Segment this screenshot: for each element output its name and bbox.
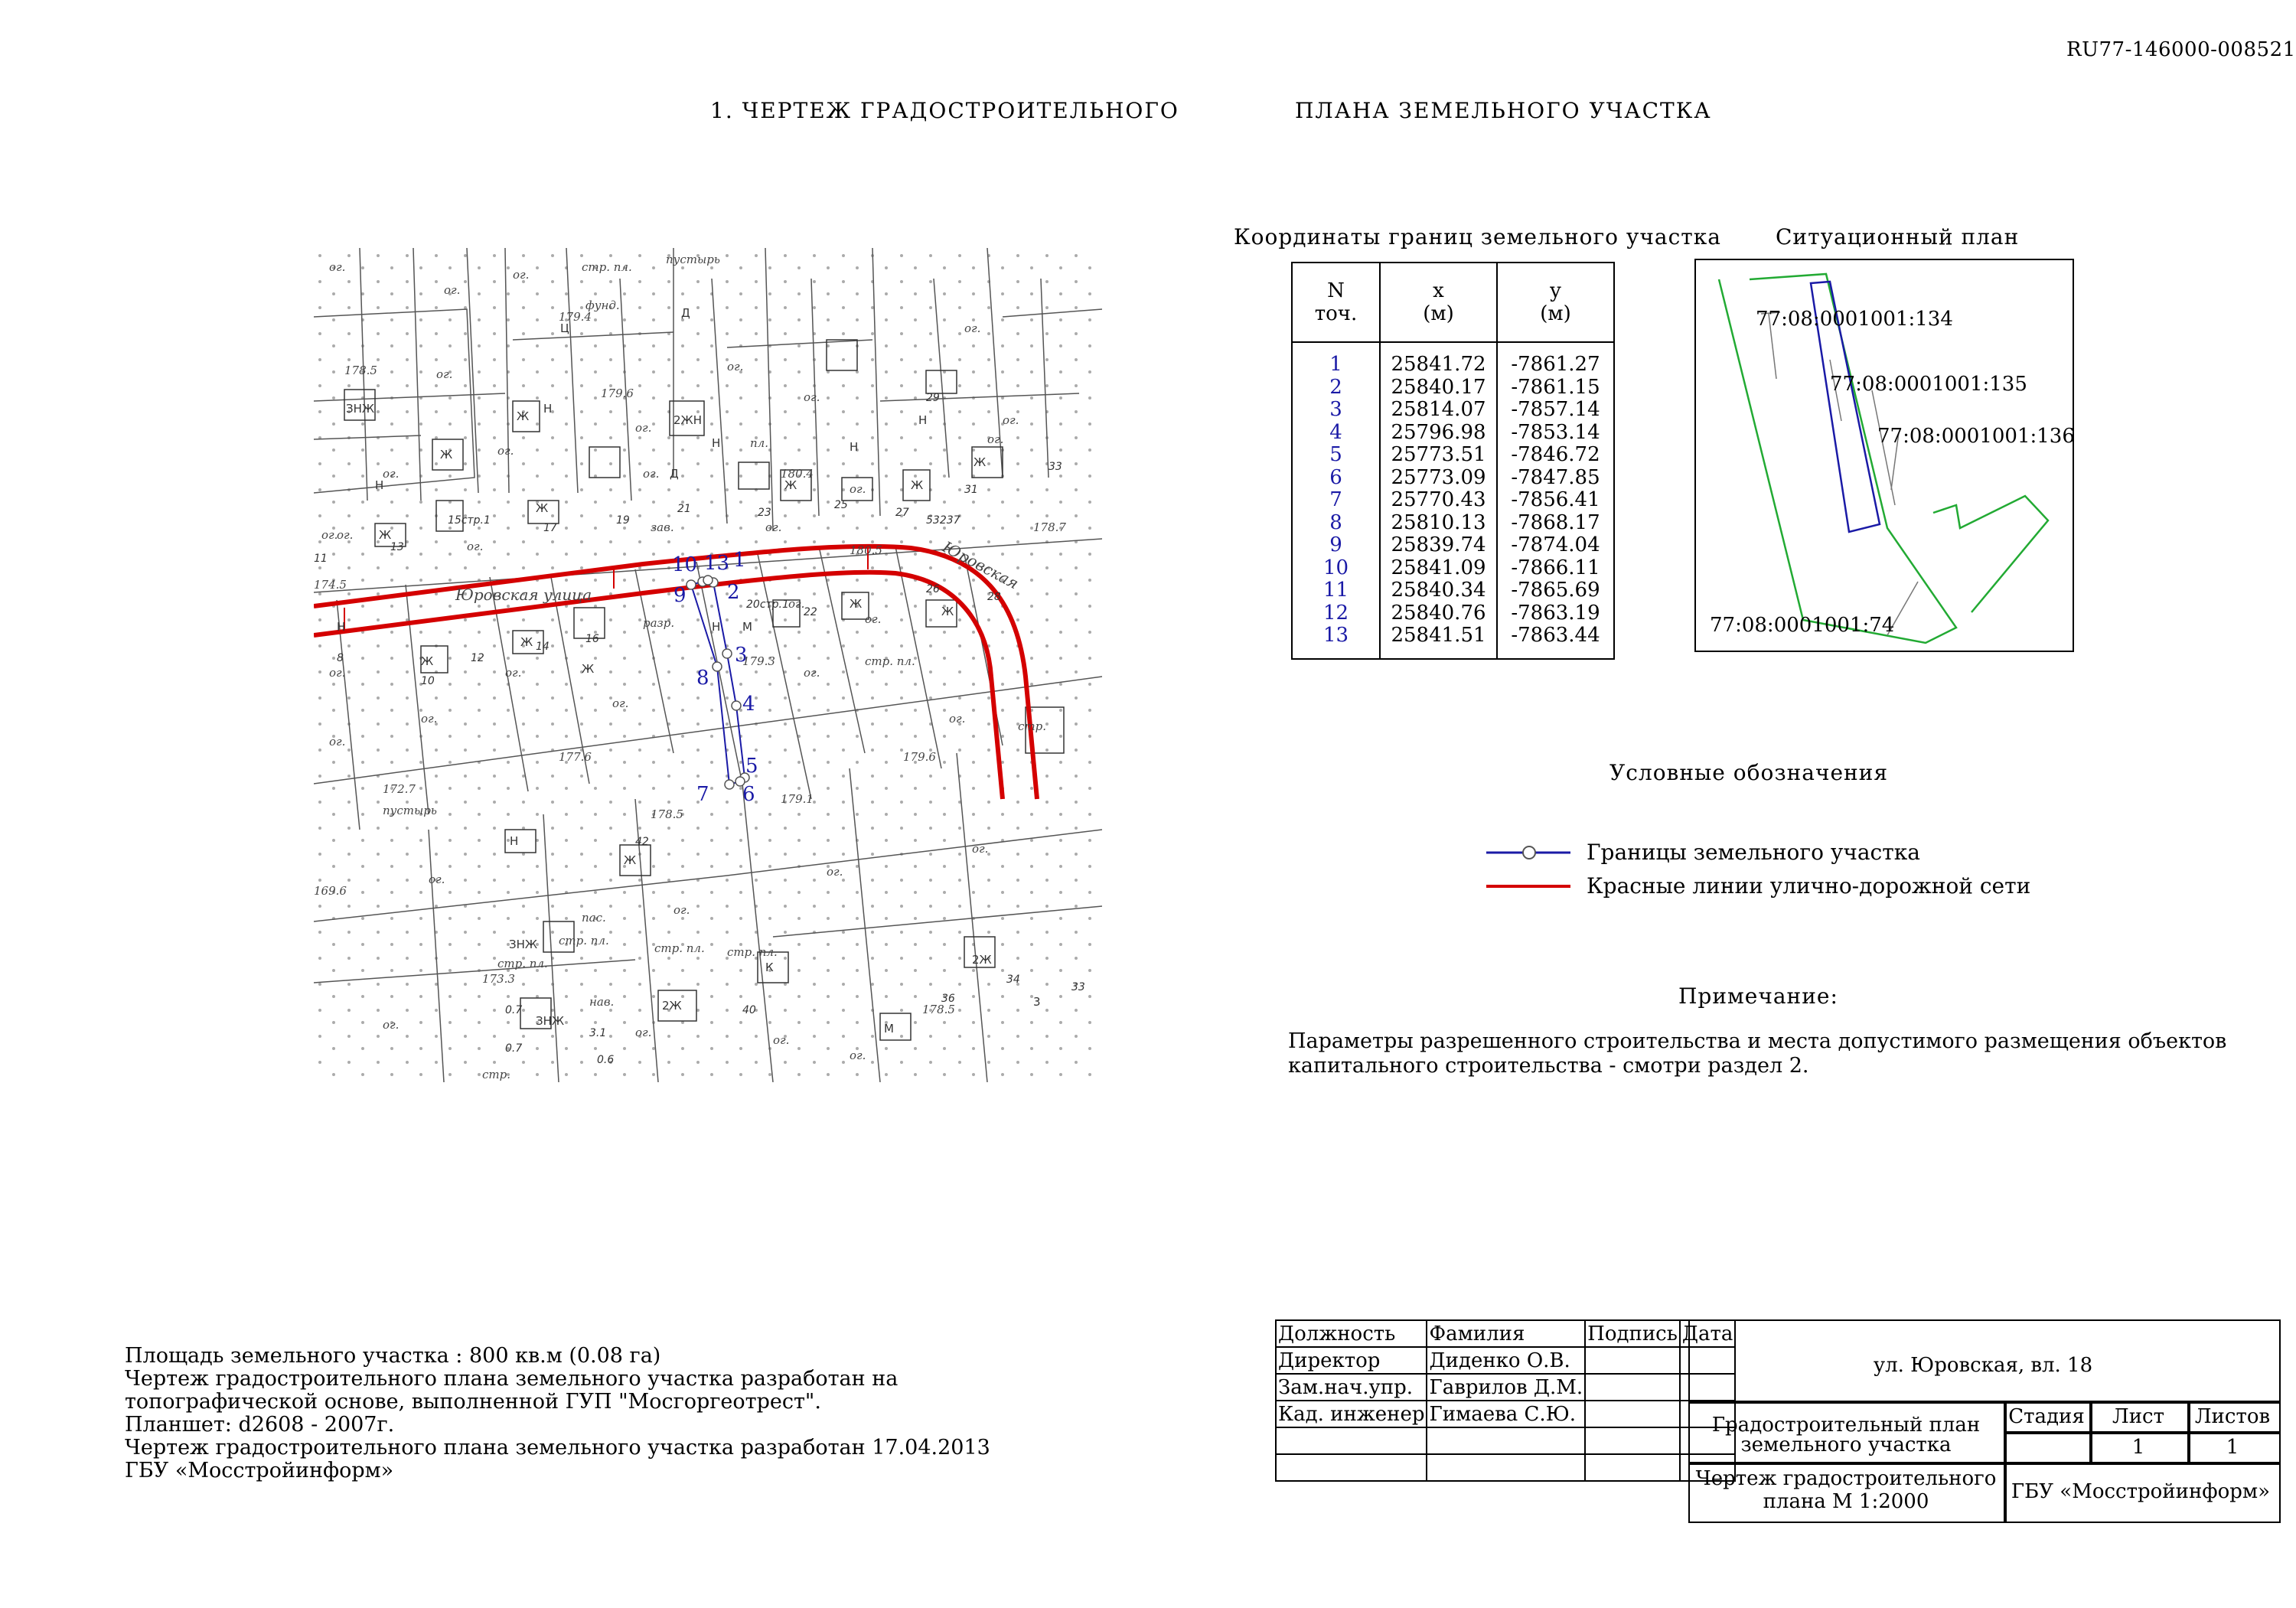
document-id: RU77-146000-008521 [2066,38,2296,61]
svg-text:М: М [884,1022,894,1036]
cad-label-135: 77:08:0001001:135 [1830,373,2027,396]
svg-text:Ж: Ж [624,853,637,867]
svg-text:36: 36 [941,993,955,1005]
svg-text:разр.: разр. [643,616,675,630]
svg-text:ог.: ог. [321,528,338,542]
svg-text:ог.: ог. [635,421,652,435]
vertex-label-8: 8 [696,667,709,690]
plan-info: Площадь земельного участка : 800 кв.м (0.08 га) Чертеж градостроительного плана земельного участка разработан на топографической основе, выполненной ГУП "Мосгоргеотрест". Планшет: d2608 - 2007г. Чертеж градостроительного плана земельного участка разработан 17.04.2013 ГБУ «Мосстройинформ» [125,1344,990,1482]
svg-text:Н: Н [918,413,928,427]
svg-text:8: 8 [337,652,344,664]
note-line-1: Параметры разрешенного строительства и места допустимого размещения объектов [1288,1029,2227,1053]
svg-text:169.6: 169.6 [314,884,347,898]
svg-text:Н: Н [337,620,346,634]
note-line-2: капитального строительства - смотри раздел 2. [1288,1054,1809,1078]
sheets-label: Листов [2194,1405,2271,1428]
svg-text:ЗНЖ: ЗНЖ [536,1014,565,1028]
svg-text:пл.: пл. [750,436,768,450]
svg-text:К: К [765,961,774,974]
svg-text:ог.: ог. [329,260,346,274]
svg-text:179.3: 179.3 [742,654,775,668]
svg-text:фунд.: фунд. [585,298,620,312]
svg-text:зав.: зав. [651,520,674,534]
cad-label-74: 77:08:0001001:74 [1710,614,1895,637]
svg-text:М: М [742,620,752,634]
svg-text:Ж: Ж [582,662,595,676]
svg-text:ог.: ог. [383,467,400,481]
legend-symbols [1486,840,1593,894]
vertex-label-6: 6 [742,783,755,806]
svg-text:Ж: Ж [440,448,453,462]
svg-text:42: 42 [635,836,649,848]
svg-text:ог.: ог. [383,1018,400,1032]
page-title-right: ПЛАНА ЗЕМЕЛЬНОГО УЧАСТКА [1295,98,1712,123]
col-header-x: x (м) [1380,263,1497,342]
svg-text:Ж: Ж [517,409,530,423]
svg-text:179.6: 179.6 [601,387,634,400]
point-numbers: 1 2 3 4 5 6 7 8 9 10 11 12 13 [1292,342,1380,659]
svg-text:ог.: ог. [513,268,530,282]
svg-text:180.4: 180.4 [781,467,814,481]
svg-text:пас.: пас. [582,911,606,925]
organization: ГБУ «Мосстройинформ» [2011,1480,2271,1503]
signatures-table: Должность Фамилия Подпись Дата Директор Диденко О.В. Зам.нач.упр. Гаврилов Д.М. Кад. инженер Гимаева С.Ю. [1275,1319,1736,1482]
svg-text:ог.: ог. [987,432,1004,446]
svg-text:ог.: ог. [850,482,866,496]
svg-text:ог.: ог. [964,321,981,335]
svg-text:11: 11 [314,553,328,565]
svg-text:ог.: ог. [1003,413,1019,427]
svg-text:ог.: ог. [804,666,820,680]
svg-text:179.1: 179.1 [781,792,814,806]
svg-text:178.5: 178.5 [344,364,377,377]
svg-text:Н: Н [712,620,721,634]
svg-text:21: 21 [677,503,691,515]
svg-text:ог.: ог. [329,735,346,749]
svg-text:ЗНЖ: ЗНЖ [346,402,375,416]
svg-text:ог.: ог. [505,666,522,680]
svg-text:ог.: ог. [949,712,966,726]
legend-boundary-label: Границы земельного участка [1587,840,1920,865]
svg-text:20стр.1: 20стр.1 [746,599,789,611]
svg-text:Н: Н [510,834,519,848]
svg-text:Ж: Ж [536,501,549,515]
svg-text:173.3: 173.3 [482,972,515,986]
svg-text:31: 31 [964,484,978,496]
svg-text:Д: Д [681,306,690,320]
cad-label-136: 77:08:0001001:136 [1877,425,2073,448]
address: ул. Юровская, вл. 18 [1873,1354,2093,1377]
vertex-label-9: 9 [673,584,687,607]
vertex-label-13: 13 [704,552,730,575]
svg-text:180.5: 180.5 [850,543,882,557]
situation-title: Ситуационный план [1776,224,2020,250]
vertex-label-2: 2 [727,581,740,604]
svg-text:стр. пл.: стр. пл. [727,945,778,959]
vertex-label-5: 5 [745,755,758,778]
street-name-east: Юровская [939,537,1022,593]
svg-text:0.7: 0.7 [505,1042,523,1055]
svg-text:Д: Д [670,467,679,481]
svg-text:178.7: 178.7 [1033,520,1066,534]
vertex-label-1: 1 [733,549,746,572]
svg-text:ог.: ог. [497,444,514,458]
svg-text:25: 25 [834,499,848,511]
col-header-y: y (м) [1497,263,1614,342]
svg-text:13: 13 [390,541,404,553]
situation-plan-drawing [1696,260,2073,651]
svg-text:ог.: ог. [773,1033,790,1047]
col-header-n: N точ. [1292,263,1380,342]
svg-text:стр.: стр. [1018,719,1046,733]
vertex-label-7: 7 [696,783,709,806]
svg-text:Ж: Ж [911,478,924,492]
svg-text:ог.: ог. [329,666,346,680]
svg-text:17: 17 [543,522,557,534]
sheets-value: 1 [2226,1436,2239,1459]
svg-text:Ж: Ж [850,597,863,611]
situation-plan [1694,259,2074,652]
sheet-label: Лист [2112,1405,2164,1428]
svg-text:177.6: 177.6 [559,750,592,764]
note-title: Примечание: [1678,983,1838,1009]
svg-text:3.1: 3.1 [589,1027,607,1039]
svg-text:Н: Н [850,440,859,454]
legend-redline-label: Красные линии улично-дорожной сети [1587,873,2031,899]
svg-text:12: 12 [471,652,484,664]
svg-text:стр. пл.: стр. пл. [654,941,705,955]
svg-text:ог.: ог. [421,712,438,726]
svg-text:ог.: ог. [337,528,354,542]
vertex-label-4: 4 [742,693,755,716]
svg-text:29: 29 [926,392,940,404]
vertex-label-3: 3 [735,644,748,667]
svg-text:178.5: 178.5 [651,807,683,821]
svg-text:3: 3 [1033,995,1041,1009]
svg-text:стр. пл.: стр. пл. [582,260,632,274]
svg-text:2Ж: 2Ж [662,999,682,1013]
x-values: 25841.72 25840.17 25814.07 25796.98 25773.51 25773.09 25770.43 25810.13 25839.74 25841.09 25840.34 25840.76 25841.51 [1380,342,1497,659]
svg-text:ог.: ог. [673,903,690,917]
svg-text:15стр.1: 15стр.1 [448,514,491,527]
svg-text:Ж: Ж [379,528,392,542]
svg-text:стр. пл.: стр. пл. [865,654,915,668]
svg-text:28: 28 [987,591,1001,603]
svg-text:ог.: ог. [788,597,805,611]
svg-text:178.5: 178.5 [922,1003,955,1016]
svg-text:22: 22 [804,606,817,618]
title-block [1275,1319,2281,1518]
svg-text:Ж: Ж [520,635,533,649]
topographic-map [314,248,1102,1082]
svg-text:ог.: ог. [804,390,820,404]
svg-text:33: 33 [1049,461,1062,473]
y-values: -7861.27 -7861.15 -7857.14 -7853.14 -7846.72 -7847.85 -7856.41 -7868.17 -7874.04 -7866.11 -7865.69 -7863.19 -7863.44 [1497,342,1614,659]
svg-text:стр.: стр. [482,1068,510,1081]
svg-text:стр. пл.: стр. пл. [497,957,548,970]
svg-text:ог.: ог. [827,865,843,879]
svg-text:ог.: ог. [444,283,461,297]
svg-text:0.6: 0.6 [597,1054,615,1066]
svg-text:23: 23 [758,507,771,519]
drawing-name: Чертеж градостроительного плана М 1:2000 [1695,1467,1997,1513]
svg-text:ог.: ог. [635,1026,652,1039]
page-title-left: 1. ЧЕРТЕЖ ГРАДОСТРОИТЕЛЬНОГО [710,98,1179,123]
svg-text:34: 34 [1006,974,1020,986]
svg-text:пустырь: пустырь [666,253,720,266]
svg-text:ог.: ог. [765,520,782,534]
svg-text:2Ж: 2Ж [972,953,992,967]
svg-text:179.6: 179.6 [903,750,936,764]
svg-text:Ж: Ж [941,605,954,618]
svg-text:26: 26 [926,583,940,595]
svg-text:174.5: 174.5 [314,578,347,592]
svg-text:стр. пл.: стр. пл. [559,934,609,948]
cad-label-134: 77:08:0001001:134 [1756,308,1953,331]
svg-text:33: 33 [1071,981,1085,993]
svg-text:Ж: Ж [784,478,797,492]
svg-text:ЗНЖ: ЗНЖ [509,938,538,951]
svg-text:ог.: ог. [727,360,744,373]
svg-text:Н: Н [375,478,384,492]
svg-text:Ж: Ж [974,455,987,469]
svg-text:19: 19 [616,514,630,527]
svg-text:ог.: ог. [972,842,989,856]
svg-text:ог.: ог. [467,540,484,553]
svg-text:Ц: Ц [560,321,569,335]
svg-text:40: 40 [742,1004,756,1016]
vertex-label-10: 10 [672,553,698,576]
street-name: Юровская улица [455,585,592,604]
svg-text:14: 14 [536,641,550,653]
svg-text:27: 27 [895,507,909,519]
svg-text:Ж: Ж [421,654,434,668]
svg-text:2ЖН: 2ЖН [673,413,702,427]
svg-text:172.7: 172.7 [383,782,416,796]
svg-text:0.7: 0.7 [505,1004,523,1016]
svg-text:ог.: ог. [643,467,660,481]
svg-text:нав.: нав. [589,995,615,1009]
svg-text:ог.: ог. [865,612,882,626]
svg-text:53237: 53237 [926,514,960,527]
coordinates-table [1291,262,1615,660]
stage-label: Стадия [2008,1405,2085,1428]
svg-text:ог.: ог. [436,367,453,381]
legend-title: Условные обозначения [1609,760,1889,785]
svg-text:16: 16 [585,633,599,645]
coords-title: Координаты границ земельного участка [1234,224,1721,250]
svg-text:Н: Н [543,402,553,416]
svg-text:пустырь: пустырь [383,804,437,817]
svg-text:ог.: ог. [612,696,629,710]
svg-text:179.4: 179.4 [559,310,592,324]
svg-text:10: 10 [421,675,435,687]
svg-text:ог.: ог. [850,1049,866,1062]
svg-text:Н: Н [712,436,721,450]
sheet-value: 1 [2131,1436,2145,1459]
svg-text:ог.: ог. [429,872,445,886]
doc-name: Градостроительный план земельного участка [1711,1414,1981,1456]
